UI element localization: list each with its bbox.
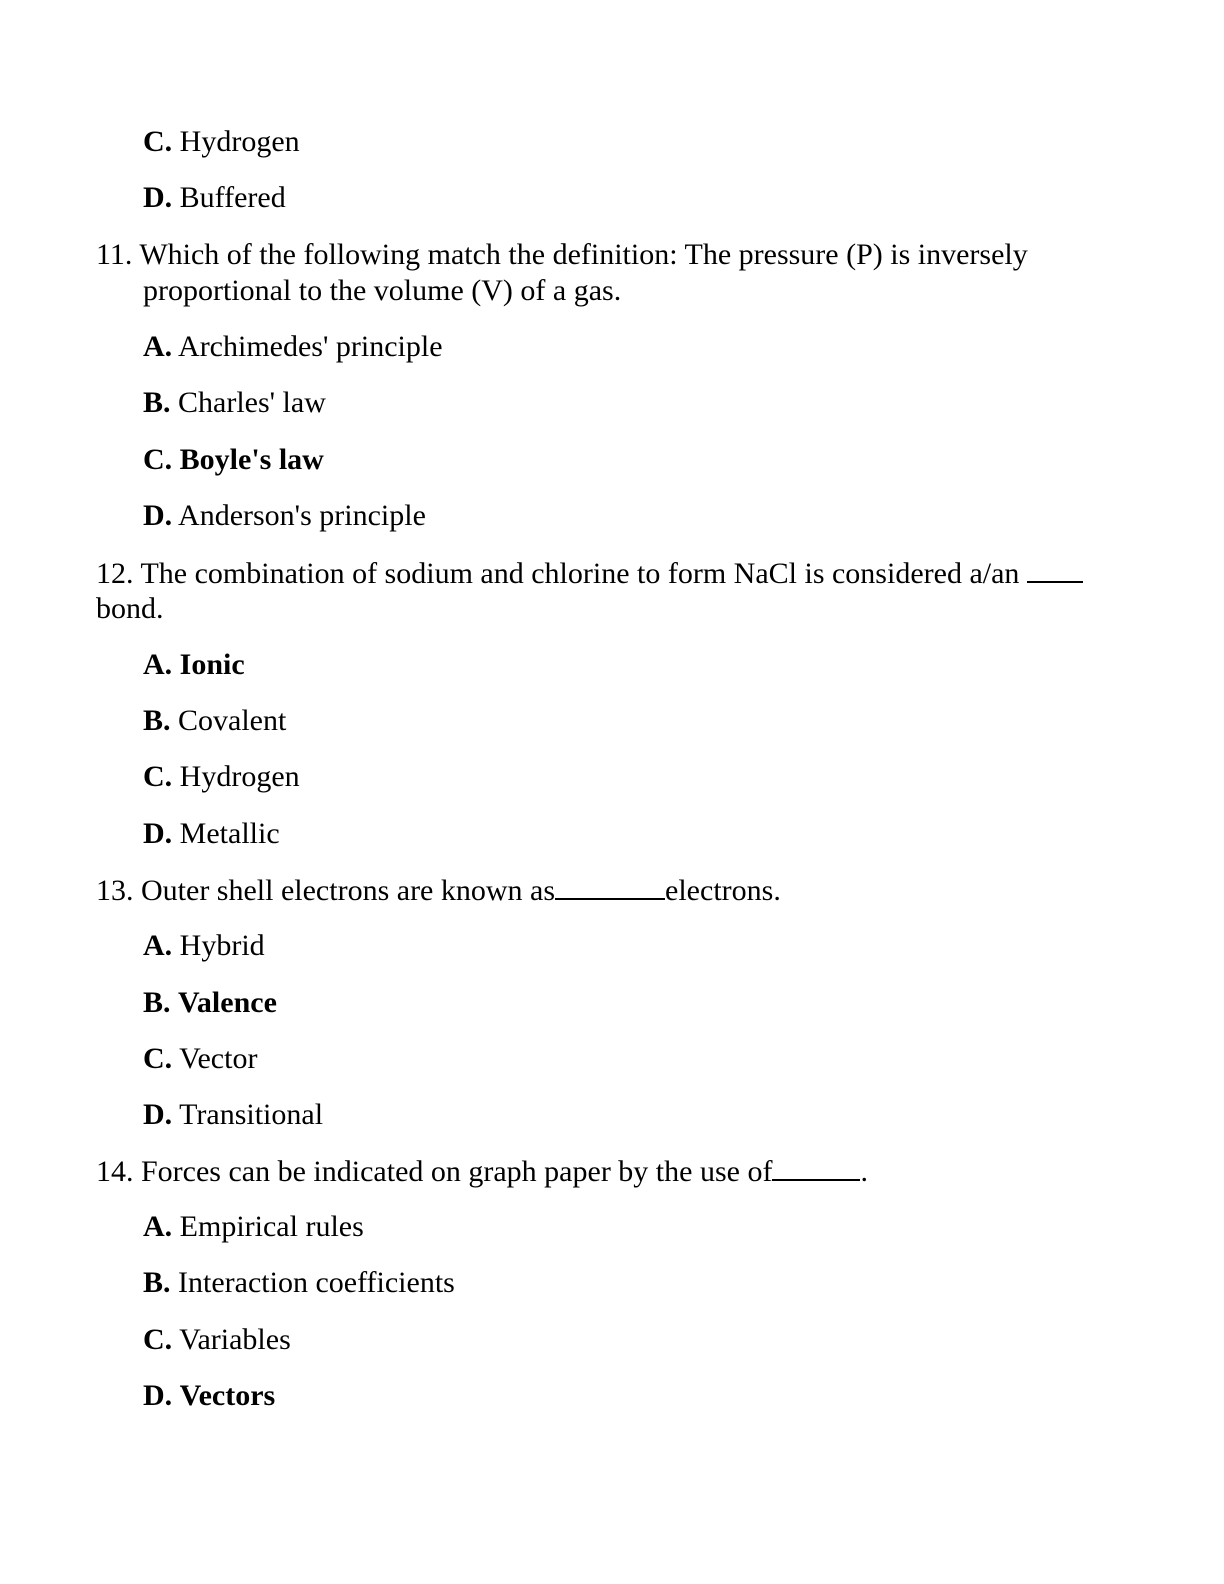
option-letter: C. bbox=[143, 125, 173, 158]
option-letter: C. bbox=[143, 443, 173, 476]
option-text: Hydrogen bbox=[179, 760, 300, 793]
option-text: Interaction coefficients bbox=[178, 1266, 455, 1299]
question-12-stem-line1 bbox=[96, 555, 1083, 592]
option-text: Empirical rules bbox=[179, 1210, 364, 1243]
option-text: Charles' law bbox=[178, 386, 326, 419]
option-letter: B. bbox=[143, 386, 171, 419]
option-text: Hydrogen bbox=[179, 125, 300, 158]
question-12-option-a-correct bbox=[143, 647, 245, 683]
question-13-option-c bbox=[143, 1041, 257, 1077]
question-14-stem bbox=[96, 1153, 868, 1190]
option-text: Covalent bbox=[178, 704, 287, 737]
option-letter: C. bbox=[143, 1323, 173, 1356]
option-text: Buffered bbox=[179, 181, 286, 214]
option-letter: C. bbox=[143, 1042, 173, 1075]
question-11-stem-line1: 11. Which of the following match the definition: The pressure (P) is inversely bbox=[96, 238, 1028, 271]
option-text: Archimedes' principle bbox=[178, 330, 443, 363]
option-text: Anderson's principle bbox=[178, 499, 426, 532]
option-text: Variables bbox=[179, 1323, 291, 1356]
question-12-stem-line2: bond. bbox=[96, 592, 164, 625]
option-letter: C. bbox=[143, 760, 173, 793]
question-13-stem bbox=[96, 872, 781, 909]
question-12-text: 12. The combination of sodium and chlorine to form NaCl is considered a/an bbox=[96, 557, 1020, 590]
option-c-hydrogen bbox=[143, 124, 300, 160]
question-12-option-d bbox=[143, 816, 280, 852]
option-letter: D. bbox=[143, 1379, 173, 1412]
question-14-option-b bbox=[143, 1265, 455, 1301]
option-letter: A. bbox=[143, 648, 173, 681]
question-13-option-b-correct bbox=[143, 985, 277, 1021]
option-text: Transitional bbox=[179, 1098, 324, 1131]
option-letter: D. bbox=[143, 181, 173, 214]
option-text-correct: Ionic bbox=[179, 648, 245, 681]
question-14-text-after: . bbox=[860, 1155, 868, 1188]
option-letter: A. bbox=[143, 330, 173, 363]
question-13-text-after: electrons. bbox=[665, 874, 781, 907]
question-11-stem-line2: proportional to the volume (V) of a gas. bbox=[143, 274, 622, 307]
option-text-correct: Valence bbox=[178, 986, 277, 1019]
option-letter: D. bbox=[143, 499, 173, 532]
option-text-correct: Vectors bbox=[179, 1379, 276, 1412]
question-13-option-a bbox=[143, 928, 265, 964]
option-letter: D. bbox=[143, 817, 173, 850]
option-text: Hybrid bbox=[179, 929, 265, 962]
question-14-option-c bbox=[143, 1322, 291, 1358]
question-14-option-d-correct bbox=[143, 1378, 275, 1414]
option-text: Vector bbox=[179, 1042, 258, 1075]
question-12-option-c bbox=[143, 759, 300, 795]
question-11-option-b bbox=[143, 385, 326, 421]
option-letter: D. bbox=[143, 1098, 173, 1131]
question-12-option-b bbox=[143, 703, 286, 739]
question-11-option-a bbox=[143, 329, 443, 365]
question-11-option-d bbox=[143, 498, 426, 534]
option-letter: B. bbox=[143, 986, 171, 1019]
option-letter: B. bbox=[143, 704, 171, 737]
option-text: Metallic bbox=[179, 817, 280, 850]
question-13-text-before: 13. Outer shell electrons are known as bbox=[96, 874, 556, 907]
question-13-option-d bbox=[143, 1097, 323, 1133]
answer-blank bbox=[1027, 555, 1083, 583]
option-letter: B. bbox=[143, 1266, 171, 1299]
question-11-option-c-correct bbox=[143, 442, 324, 478]
option-letter: A. bbox=[143, 1210, 173, 1243]
option-d-buffered bbox=[143, 180, 286, 216]
answer-blank bbox=[772, 1153, 860, 1181]
option-text-correct: Boyle's law bbox=[179, 443, 324, 476]
question-14-text-before: 14. Forces can be indicated on graph paper by the use of bbox=[96, 1155, 773, 1188]
answer-blank bbox=[555, 872, 665, 900]
question-14-option-a bbox=[143, 1209, 364, 1245]
option-letter: A. bbox=[143, 929, 173, 962]
